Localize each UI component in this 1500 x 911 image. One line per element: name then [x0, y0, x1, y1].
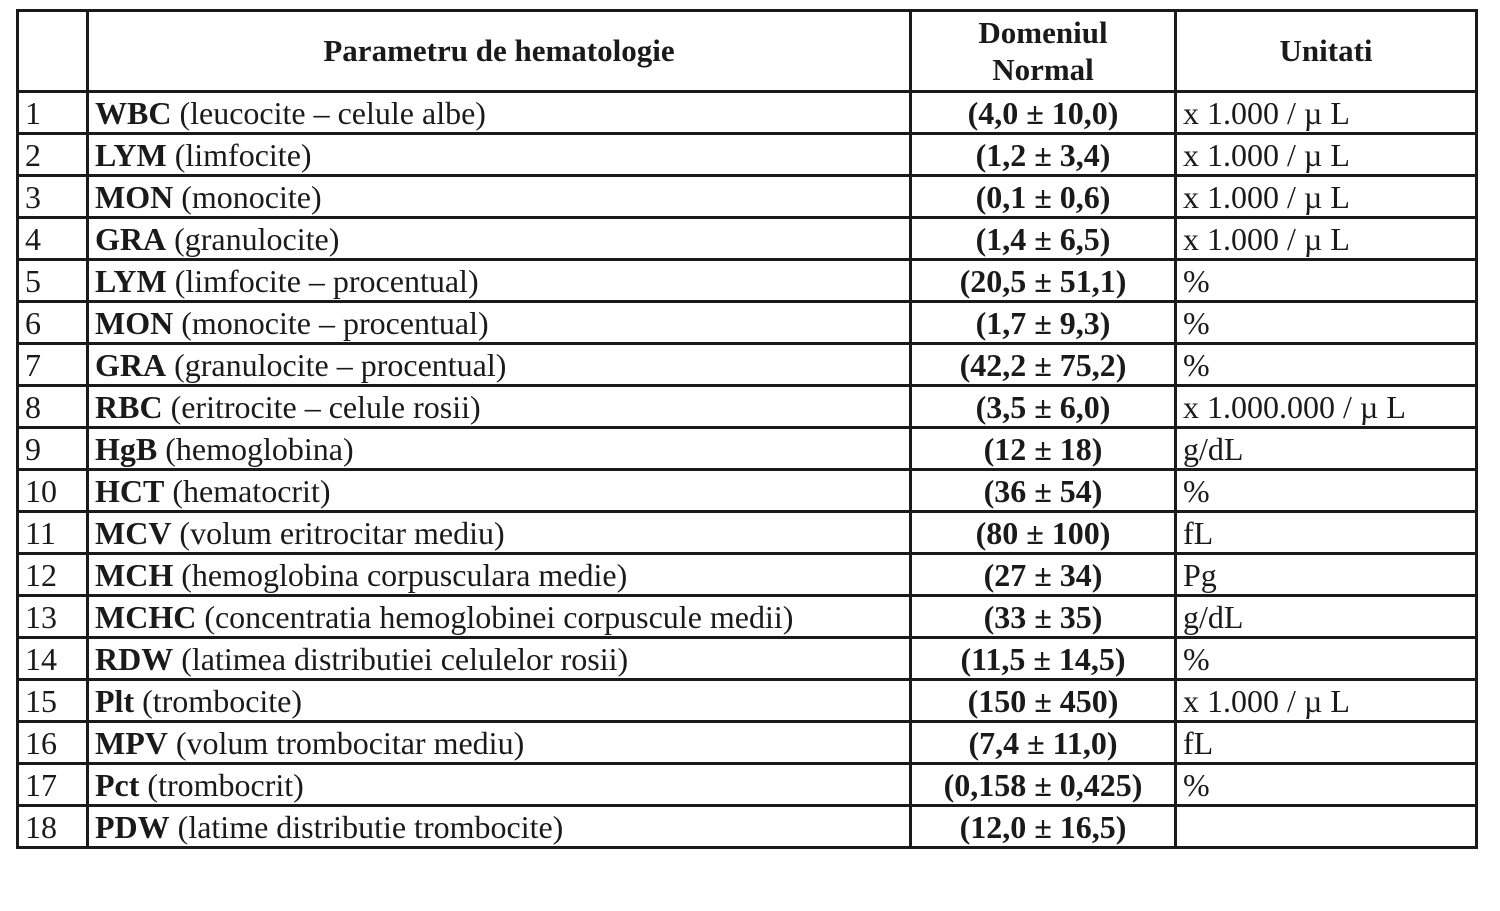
- table-row: [18, 344, 1477, 386]
- parameter-description: (volum trombocitar mediu): [175, 724, 525, 761]
- parameter-description: (leucocite – celule albe): [179, 94, 486, 131]
- unit-cell: fL: [1176, 512, 1477, 554]
- parameter-code: MON: [95, 304, 174, 341]
- parameter-cell: [88, 260, 911, 302]
- table-row: [18, 722, 1477, 764]
- unit-cell: %: [1176, 764, 1477, 806]
- parameter-cell: [88, 680, 911, 722]
- row-number: 9: [18, 428, 88, 470]
- parameter-code: Pct: [95, 766, 140, 803]
- normal-range: (11,5 ± 14,5): [911, 638, 1176, 680]
- parameter-description: (hemoglobina corpusculara medie): [181, 556, 628, 593]
- parameter-code: RDW: [95, 640, 174, 677]
- table-row: [18, 260, 1477, 302]
- normal-range: (80 ± 100): [911, 512, 1176, 554]
- parameter-code: HCT: [95, 472, 165, 509]
- header-range-line2: Normal: [992, 52, 1094, 87]
- unit-cell: %: [1176, 302, 1477, 344]
- row-number: 5: [18, 260, 88, 302]
- table-row: [18, 512, 1477, 554]
- unit-cell: %: [1176, 638, 1477, 680]
- parameter-cell: [88, 638, 911, 680]
- parameter-code: HgB: [95, 430, 158, 467]
- parameter-description: (monocite – procentual): [181, 304, 489, 341]
- parameter-code: MPV: [95, 724, 168, 761]
- row-number: 15: [18, 680, 88, 722]
- header-row: [18, 11, 1477, 92]
- normal-range: (27 ± 34): [911, 554, 1176, 596]
- normal-range: (33 ± 35): [911, 596, 1176, 638]
- row-number: 7: [18, 344, 88, 386]
- unit-cell: x 1.000 / µ L: [1176, 176, 1477, 218]
- table-row: [18, 470, 1477, 512]
- parameter-code: RBC: [95, 388, 163, 425]
- parameter-cell: [88, 218, 911, 260]
- parameter-description: (volum eritrocitar mediu): [179, 514, 505, 551]
- row-number: 18: [18, 806, 88, 848]
- table-row: [18, 176, 1477, 218]
- parameter-description: (trombocite): [142, 682, 303, 719]
- row-number: 2: [18, 134, 88, 176]
- row-number: 16: [18, 722, 88, 764]
- row-number: 6: [18, 302, 88, 344]
- normal-range: (1,7 ± 9,3): [911, 302, 1176, 344]
- unit-cell: g/dL: [1176, 428, 1477, 470]
- parameter-cell: [88, 722, 911, 764]
- header-range-line1: Domeniul: [978, 14, 1108, 50]
- parameter-code: MCV: [95, 514, 172, 551]
- unit-cell: %: [1176, 260, 1477, 302]
- normal-range: (7,4 ± 11,0): [911, 722, 1176, 764]
- parameter-code: LYM: [95, 262, 167, 299]
- header-num: [18, 11, 88, 92]
- table-row: [18, 218, 1477, 260]
- table-row: [18, 680, 1477, 722]
- parameter-description: (eritrocite – celule rosii): [170, 388, 481, 425]
- normal-range: (12 ± 18): [911, 428, 1176, 470]
- parameter-description: (monocite): [181, 178, 322, 215]
- row-number: 4: [18, 218, 88, 260]
- parameter-code: Plt: [95, 682, 135, 719]
- normal-range: (0,158 ± 0,425): [911, 764, 1176, 806]
- parameter-description: (concentratia hemoglobinei corpuscule medii): [204, 598, 794, 635]
- parameter-description: (trombocrit): [147, 766, 304, 803]
- parameter-description: (latimea distributiei celulelor rosii): [181, 640, 629, 677]
- parameter-description: (granulocite – procentual): [174, 346, 507, 383]
- parameter-code: LYM: [95, 136, 167, 173]
- table-row: [18, 596, 1477, 638]
- parameter-cell: [88, 806, 911, 848]
- row-number: 17: [18, 764, 88, 806]
- row-number: 14: [18, 638, 88, 680]
- hematology-table: [16, 9, 1478, 849]
- table-row: [18, 302, 1477, 344]
- table-row: [18, 386, 1477, 428]
- parameter-cell: [88, 764, 911, 806]
- unit-cell: x 1.000.000 / µ L: [1176, 386, 1477, 428]
- table-row: [18, 638, 1477, 680]
- table-row: [18, 428, 1477, 470]
- parameter-cell: [88, 386, 911, 428]
- normal-range: (36 ± 54): [911, 470, 1176, 512]
- parameter-description: (hemoglobina): [165, 430, 354, 467]
- normal-range: (0,1 ± 0,6): [911, 176, 1176, 218]
- normal-range: (1,4 ± 6,5): [911, 218, 1176, 260]
- unit-cell: g/dL: [1176, 596, 1477, 638]
- parameter-description: (granulocite): [174, 220, 340, 257]
- parameter-code: PDW: [95, 808, 170, 845]
- row-number: 8: [18, 386, 88, 428]
- parameter-cell: [88, 470, 911, 512]
- table-row: [18, 92, 1477, 134]
- parameter-cell: [88, 134, 911, 176]
- row-number: 12: [18, 554, 88, 596]
- normal-range: (20,5 ± 51,1): [911, 260, 1176, 302]
- unit-cell: x 1.000 / µ L: [1176, 218, 1477, 260]
- normal-range: (3,5 ± 6,0): [911, 386, 1176, 428]
- parameter-cell: [88, 302, 911, 344]
- row-number: 10: [18, 470, 88, 512]
- parameter-cell: [88, 596, 911, 638]
- header-unit: Unitati: [1176, 11, 1477, 92]
- parameter-code: WBC: [95, 94, 172, 131]
- parameter-cell: [88, 512, 911, 554]
- unit-cell: fL: [1176, 722, 1477, 764]
- unit-cell: x 1.000 / µ L: [1176, 92, 1477, 134]
- parameter-cell: [88, 176, 911, 218]
- row-number: 3: [18, 176, 88, 218]
- parameter-description: (hematocrit): [172, 472, 331, 509]
- parameter-cell: [88, 92, 911, 134]
- parameter-cell: [88, 428, 911, 470]
- unit-cell: %: [1176, 470, 1477, 512]
- unit-cell: %: [1176, 344, 1477, 386]
- parameter-description: (latime distributie trombocite): [177, 808, 564, 845]
- parameter-code: GRA: [95, 220, 167, 257]
- normal-range: (150 ± 450): [911, 680, 1176, 722]
- unit-cell: [1176, 806, 1477, 848]
- parameter-description: (limfocite): [174, 136, 312, 173]
- row-number: 1: [18, 92, 88, 134]
- table-row: [18, 134, 1477, 176]
- table-row: [18, 764, 1477, 806]
- parameter-code: MON: [95, 178, 174, 215]
- table-row: [18, 806, 1477, 848]
- row-number: 13: [18, 596, 88, 638]
- normal-range: (42,2 ± 75,2): [911, 344, 1176, 386]
- unit-cell: x 1.000 / µ L: [1176, 134, 1477, 176]
- parameter-cell: [88, 344, 911, 386]
- parameter-code: MCHC: [95, 598, 197, 635]
- table-row: [18, 554, 1477, 596]
- header-param: Parametru de hematologie: [88, 11, 911, 92]
- normal-range: (1,2 ± 3,4): [911, 134, 1176, 176]
- unit-cell: Pg: [1176, 554, 1477, 596]
- normal-range: (12,0 ± 16,5): [911, 806, 1176, 848]
- parameter-code: MCH: [95, 556, 174, 593]
- parameter-cell: [88, 554, 911, 596]
- normal-range: (4,0 ± 10,0): [911, 92, 1176, 134]
- parameter-code: GRA: [95, 346, 167, 383]
- parameter-description: (limfocite – procentual): [174, 262, 479, 299]
- row-number: 11: [18, 512, 88, 554]
- unit-cell: x 1.000 / µ L: [1176, 680, 1477, 722]
- header-range: [911, 11, 1176, 92]
